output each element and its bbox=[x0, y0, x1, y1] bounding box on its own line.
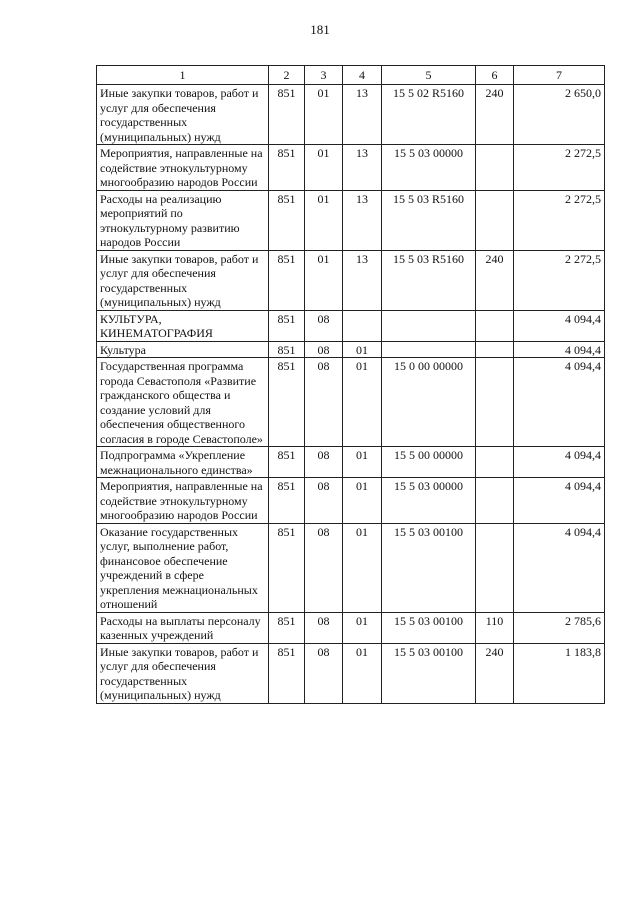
cell-name: Иные закупки товаров, работ и услуг для обеспечения государственных (муниципальных) нужд bbox=[97, 643, 269, 703]
cell-section: 08 bbox=[305, 447, 343, 478]
cell-grbs: 851 bbox=[269, 310, 305, 341]
cell-amount: 4 094,4 bbox=[514, 478, 605, 524]
cell-section: 08 bbox=[305, 310, 343, 341]
cell-name: Культура bbox=[97, 341, 269, 358]
cell-target-code bbox=[382, 310, 476, 341]
cell-expense-type: 240 bbox=[476, 643, 514, 703]
cell-amount: 4 094,4 bbox=[514, 523, 605, 612]
cell-expense-type bbox=[476, 358, 514, 447]
cell-target-code: 15 5 03 R5160 bbox=[382, 190, 476, 250]
table-row bbox=[97, 523, 605, 612]
cell-name: КУЛЬТУРА, КИНЕМАТОГРАФИЯ bbox=[97, 310, 269, 341]
cell-amount: 2 272,5 bbox=[514, 190, 605, 250]
table-row bbox=[97, 643, 605, 703]
cell-expense-type bbox=[476, 310, 514, 341]
cell-name: Подпрограмма «Укрепление межнационального единства» bbox=[97, 447, 269, 478]
cell-target-code: 15 5 03 R5160 bbox=[382, 250, 476, 310]
cell-name: Мероприятия, направленные на содействие этнокультурному многообразию народов России bbox=[97, 145, 269, 191]
cell-name: Иные закупки товаров, работ и услуг для обеспечения государственных (муниципальных) нужд bbox=[97, 250, 269, 310]
cell-section: 01 bbox=[305, 85, 343, 145]
cell-section: 01 bbox=[305, 190, 343, 250]
table-row bbox=[97, 358, 605, 447]
table-row bbox=[97, 190, 605, 250]
cell-expense-type bbox=[476, 341, 514, 358]
cell-grbs: 851 bbox=[269, 478, 305, 524]
cell-subsection: 01 bbox=[343, 478, 382, 524]
cell-expense-type: 240 bbox=[476, 85, 514, 145]
cell-section: 08 bbox=[305, 612, 343, 643]
cell-subsection bbox=[343, 310, 382, 341]
cell-name: Иные закупки товаров, работ и услуг для обеспечения государственных (муниципальных) нужд bbox=[97, 85, 269, 145]
cell-grbs: 851 bbox=[269, 358, 305, 447]
cell-expense-type bbox=[476, 523, 514, 612]
cell-grbs: 851 bbox=[269, 447, 305, 478]
column-header: 4 bbox=[343, 66, 382, 85]
cell-amount: 4 094,4 bbox=[514, 358, 605, 447]
cell-target-code: 15 5 00 00000 bbox=[382, 447, 476, 478]
cell-grbs: 851 bbox=[269, 85, 305, 145]
cell-name: Оказание государственных услуг, выполнение работ, финансовое обеспечение учреждений в сфере укрепления межнациональных отношений bbox=[97, 523, 269, 612]
table-row bbox=[97, 85, 605, 145]
cell-subsection: 01 bbox=[343, 358, 382, 447]
column-header: 6 bbox=[476, 66, 514, 85]
table-row bbox=[97, 341, 605, 358]
cell-subsection: 01 bbox=[343, 341, 382, 358]
table-row bbox=[97, 447, 605, 478]
cell-section: 08 bbox=[305, 478, 343, 524]
cell-section: 08 bbox=[305, 643, 343, 703]
cell-amount: 2 785,6 bbox=[514, 612, 605, 643]
table-row bbox=[97, 250, 605, 310]
table-row bbox=[97, 612, 605, 643]
cell-subsection: 13 bbox=[343, 250, 382, 310]
cell-expense-type bbox=[476, 447, 514, 478]
cell-subsection: 01 bbox=[343, 612, 382, 643]
cell-target-code: 15 0 00 00000 bbox=[382, 358, 476, 447]
cell-target-code: 15 5 03 00000 bbox=[382, 145, 476, 191]
cell-grbs: 851 bbox=[269, 523, 305, 612]
cell-subsection: 13 bbox=[343, 190, 382, 250]
cell-subsection: 01 bbox=[343, 643, 382, 703]
cell-amount: 2 272,5 bbox=[514, 145, 605, 191]
cell-subsection: 01 bbox=[343, 447, 382, 478]
cell-name: Государственная программа города Севастополя «Развитие гражданского общества и создание условий для обеспечения общественного согласия в городе Севастополе» bbox=[97, 358, 269, 447]
table-row bbox=[97, 478, 605, 524]
cell-expense-type bbox=[476, 478, 514, 524]
cell-target-code: 15 5 03 00100 bbox=[382, 523, 476, 612]
table-body bbox=[97, 85, 605, 704]
cell-expense-type: 240 bbox=[476, 250, 514, 310]
cell-grbs: 851 bbox=[269, 190, 305, 250]
cell-section: 08 bbox=[305, 523, 343, 612]
cell-expense-type bbox=[476, 145, 514, 191]
column-header: 3 bbox=[305, 66, 343, 85]
cell-amount: 1 183,8 bbox=[514, 643, 605, 703]
cell-amount: 4 094,4 bbox=[514, 341, 605, 358]
table-row bbox=[97, 145, 605, 191]
cell-section: 08 bbox=[305, 341, 343, 358]
cell-section: 01 bbox=[305, 250, 343, 310]
column-header: 7 bbox=[514, 66, 605, 85]
column-header: 1 bbox=[97, 66, 269, 85]
cell-grbs: 851 bbox=[269, 643, 305, 703]
cell-name: Расходы на выплаты персоналу казенных учреждений bbox=[97, 612, 269, 643]
cell-subsection: 13 bbox=[343, 145, 382, 191]
table-row bbox=[97, 310, 605, 341]
cell-amount: 2 272,5 bbox=[514, 250, 605, 310]
cell-target-code: 15 5 02 R5160 bbox=[382, 85, 476, 145]
cell-grbs: 851 bbox=[269, 145, 305, 191]
cell-target-code: 15 5 03 00100 bbox=[382, 612, 476, 643]
cell-name: Расходы на реализацию мероприятий по этнокультурному развитию народов России bbox=[97, 190, 269, 250]
cell-subsection: 01 bbox=[343, 523, 382, 612]
cell-section: 08 bbox=[305, 358, 343, 447]
cell-section: 01 bbox=[305, 145, 343, 191]
cell-subsection: 13 bbox=[343, 85, 382, 145]
cell-grbs: 851 bbox=[269, 341, 305, 358]
cell-amount: 4 094,4 bbox=[514, 310, 605, 341]
column-header: 5 bbox=[382, 66, 476, 85]
column-header: 2 bbox=[269, 66, 305, 85]
cell-expense-type: 110 bbox=[476, 612, 514, 643]
cell-target-code: 15 5 03 00100 bbox=[382, 643, 476, 703]
cell-grbs: 851 bbox=[269, 612, 305, 643]
cell-target-code: 15 5 03 00000 bbox=[382, 478, 476, 524]
cell-target-code bbox=[382, 341, 476, 358]
cell-amount: 4 094,4 bbox=[514, 447, 605, 478]
cell-amount: 2 650,0 bbox=[514, 85, 605, 145]
page-number: 181 bbox=[310, 22, 330, 37]
budget-table bbox=[96, 65, 605, 704]
cell-name: Мероприятия, направленные на содействие этнокультурному многообразию народов России bbox=[97, 478, 269, 524]
table-header-row bbox=[97, 66, 605, 85]
cell-expense-type bbox=[476, 190, 514, 250]
cell-grbs: 851 bbox=[269, 250, 305, 310]
